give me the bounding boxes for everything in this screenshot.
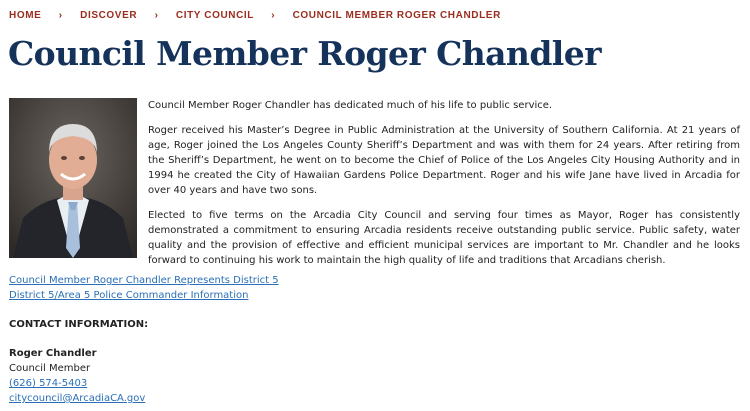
breadcrumb-discover[interactable]: DISCOVER — [80, 10, 138, 21]
page-title: Council Member Roger Chandler — [8, 34, 601, 73]
bio-paragraph-3: Elected to five terms on the Arcadia City Council and serving four times as Mayor, Roger has consistently demonstrated a commitment to ensuring Arcadia residents receive outstanding public service. Public safety, water quality and the provision of effective and efficient municipal services are important to Mr. Chandler and he looks forward to continuing his work to maintain the high quality of life and traditions that Arcadians cherish. — [148, 210, 740, 266]
related-links — [9, 273, 279, 303]
breadcrumb — [9, 10, 501, 21]
breadcrumb-separator-icon: › — [154, 10, 159, 21]
contact-information — [9, 346, 145, 406]
bio-paragraph-1: Council Member Roger Chandler has dedicated much of his life to public service. — [148, 100, 553, 111]
contact-name: Roger Chandler — [9, 348, 97, 359]
council-member-photo — [9, 98, 137, 258]
contact-role: Council Member — [9, 363, 91, 374]
bio-paragraph-2: Roger received his Master’s Degree in Public Administration at the University of Southern California. At 21 years of age, Roger joined the Los Angeles County Sheriff’s Department and was with them for 24 years. After retiring from the Sheriff’s Department, he went on to become the Chief of Police of the Los Angeles City Housing Authority and in 1994 he created the City of Hawaiian Gardens Police Department. Roger and his wife Jane have lived in Arcadia for over 40 years and have two sons. — [148, 125, 740, 196]
breadcrumb-current-page[interactable]: COUNCIL MEMBER ROGER CHANDLER — [292, 10, 501, 21]
contact-email-link[interactable]: citycouncil@ArcadiaCA.gov — [9, 393, 146, 404]
police-commander-link[interactable]: District 5/Area 5 Police Commander Information — [9, 290, 249, 301]
breadcrumb-separator-icon: › — [271, 10, 276, 21]
contact-phone-link[interactable]: (626) 574-5403 — [9, 378, 88, 389]
breadcrumb-city-council[interactable]: CITY COUNCIL — [175, 10, 254, 21]
breadcrumb-home[interactable]: HOME — [9, 10, 42, 21]
contact-heading: CONTACT INFORMATION: — [9, 319, 149, 330]
district-5-link[interactable]: Council Member Roger Chandler Represents District 5 — [9, 275, 279, 286]
person-portrait-icon — [9, 98, 137, 258]
biography — [148, 98, 740, 278]
breadcrumb-separator-icon: › — [58, 10, 63, 21]
